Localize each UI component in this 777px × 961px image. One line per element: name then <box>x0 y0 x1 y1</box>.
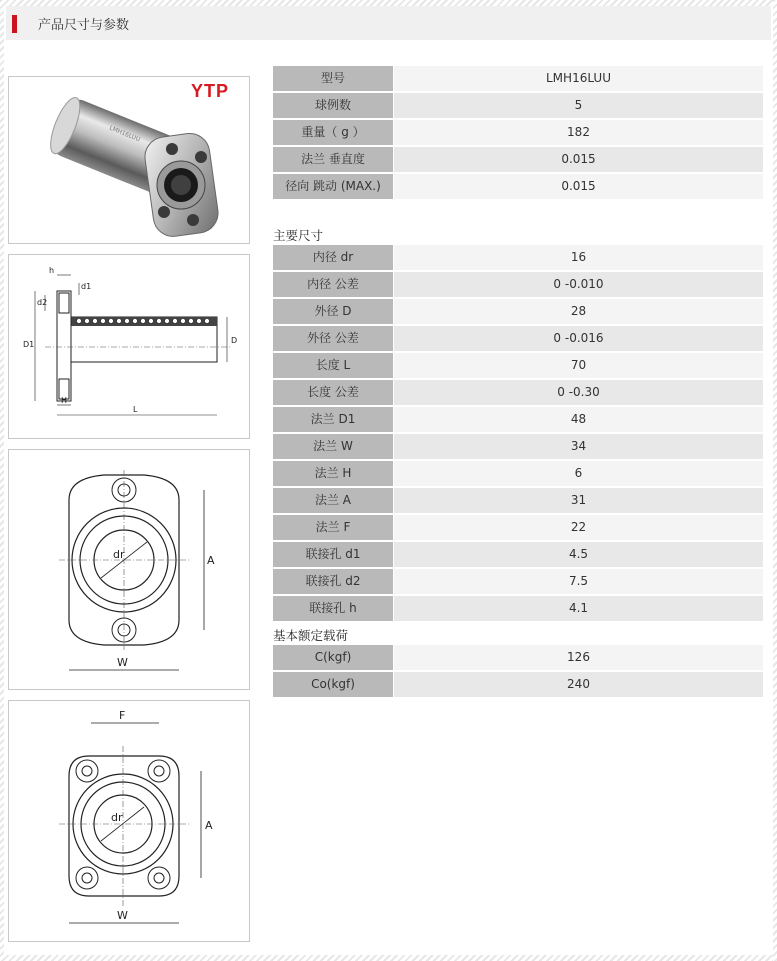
dim-label-d2: d2 <box>37 298 48 307</box>
dim-label-L: L <box>133 405 138 414</box>
dim-label-W: W <box>117 656 128 669</box>
dim-label-A: A <box>207 554 215 567</box>
right-border-pattern <box>773 0 777 961</box>
table-row: 内径 公差 0 -0.010 <box>273 272 763 297</box>
table-row: 联接孔 h 4.1 <box>273 596 763 621</box>
dim-label-d1: d1 <box>81 282 92 291</box>
table-row: 法兰 H 6 <box>273 461 763 486</box>
table-row: 径向 跳动 (MAX.) 0.015 <box>273 174 763 199</box>
dim-label-dr-4hole: dr <box>111 811 123 824</box>
main-dims-heading: 主要尺寸 <box>273 228 324 243</box>
dim-label-h: h <box>49 266 55 275</box>
table-row: Co(kgf) 240 <box>273 672 763 697</box>
table-row: 法兰 D1 48 <box>273 407 763 432</box>
main-dims-table <box>273 245 763 623</box>
brand-logo: YTP <box>191 81 230 101</box>
bottom-border-pattern <box>0 955 777 961</box>
table-row: 法兰 A 31 <box>273 488 763 513</box>
left-border-pattern <box>0 0 4 961</box>
load-table <box>273 645 763 699</box>
table-row: 外径 D 28 <box>273 299 763 324</box>
basic-spec-table <box>273 66 763 201</box>
dim-label-A-4hole: A <box>205 819 213 832</box>
dim-label-dr: dr <box>113 548 125 561</box>
front-view-4hole-drawing <box>8 700 250 942</box>
table-row: 球例数 5 <box>273 93 763 118</box>
table-row: 外径 公差 0 -0.016 <box>273 326 763 351</box>
dim-label-D: D <box>231 336 238 345</box>
product-photo <box>8 76 250 244</box>
table-row: 内径 dr 16 <box>273 245 763 270</box>
table-row: 长度 L 70 <box>273 353 763 378</box>
dim-label-F: F <box>119 709 126 722</box>
load-heading: 基本额定载荷 <box>273 628 349 643</box>
dim-label-H: H <box>61 396 68 405</box>
front-view-drawing <box>8 449 250 690</box>
section-header <box>6 6 771 40</box>
svg-text:LMH16LUU: LMH16LUU <box>108 124 142 144</box>
table-row: 联接孔 d2 7.5 <box>273 569 763 594</box>
table-row: 长度 公差 0 -0.30 <box>273 380 763 405</box>
table-row: 法兰 F 22 <box>273 515 763 540</box>
table-row: 法兰 W 34 <box>273 434 763 459</box>
side-section-drawing <box>8 254 250 439</box>
dim-label-W-4hole: W <box>117 909 128 922</box>
table-row: 法兰 垂直度 0.015 <box>273 147 763 172</box>
table-row: C(kgf) 126 <box>273 645 763 670</box>
dim-label-D1: D1 <box>23 340 35 349</box>
table-row: 重量（ g ） 182 <box>273 120 763 145</box>
header-accent-bar <box>12 15 17 33</box>
table-row: 联接孔 d1 4.5 <box>273 542 763 567</box>
section-title: 产品尺寸与参数 <box>38 18 130 33</box>
table-row: 型号 LMH16LUU <box>273 66 763 91</box>
